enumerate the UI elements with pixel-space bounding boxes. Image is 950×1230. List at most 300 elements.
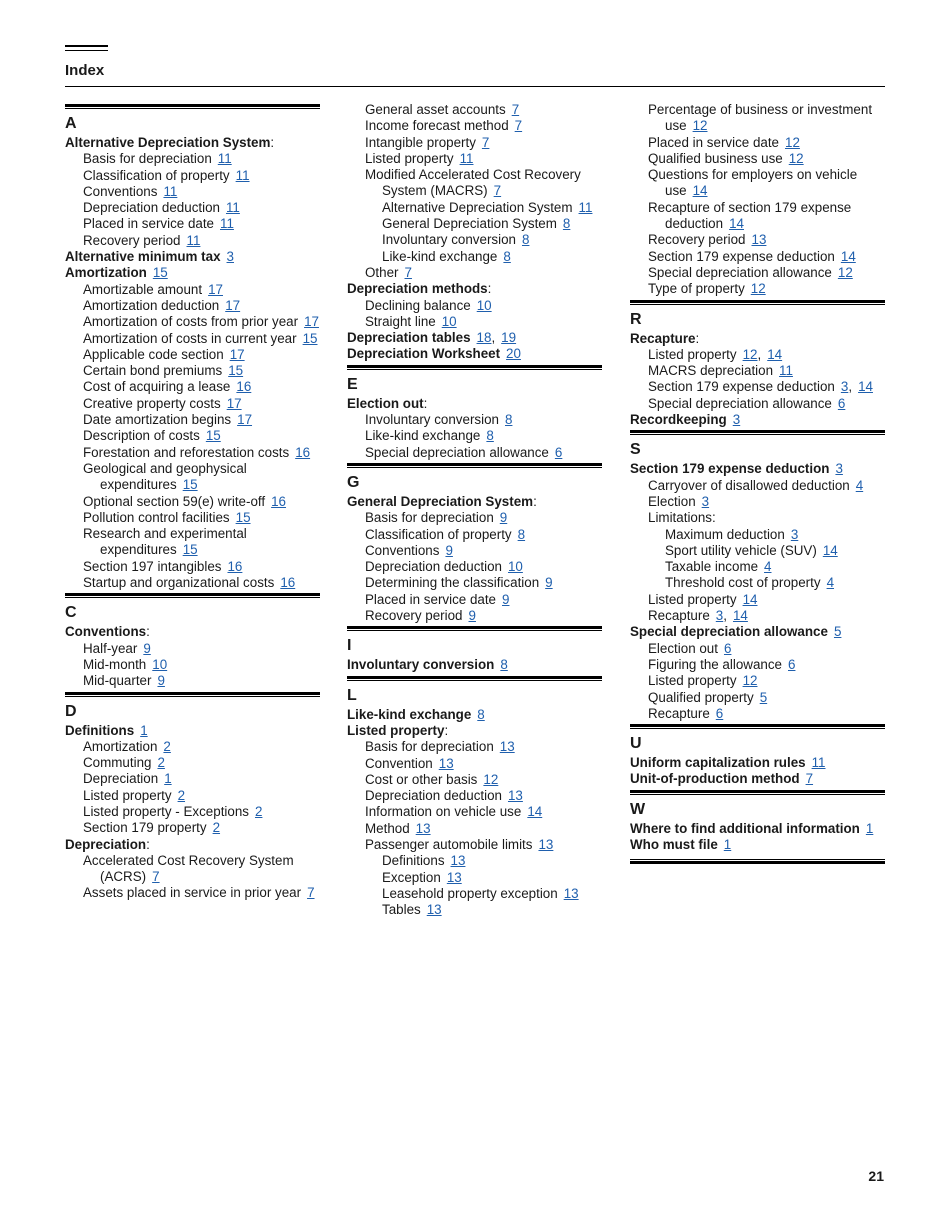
page-link[interactable]: 17 [237,412,253,428]
index-subentry [648,706,885,722]
index-subentry [83,755,320,771]
index-subentry [83,510,320,526]
page-link[interactable]: 13 [415,820,431,836]
index-subentry [648,494,885,510]
index-subentry [83,657,320,673]
page-link[interactable]: 4 [826,575,835,591]
page-link[interactable]: 11 [811,755,826,771]
entry-label: Special depreciation allowance [365,444,549,460]
page-link[interactable]: 20 [506,346,521,362]
page-link[interactable]: 6 [723,640,732,656]
page-link[interactable]: 6 [837,395,846,411]
entry-label: Placed in service date [365,591,497,607]
page-link[interactable]: 2 [157,755,165,771]
entry-label: Basis for depreciation [365,739,494,755]
index-subentry [83,788,320,804]
page-link[interactable]: 3 [835,461,843,477]
page-link[interactable]: 13 [507,788,523,804]
page-link[interactable]: 7 [404,264,412,280]
index-subentry [83,200,320,216]
page-link[interactable]: 13 [499,739,515,755]
page-link[interactable]: 17 [226,395,242,411]
index-subentry [365,314,602,330]
page-link[interactable]: 3 [226,249,234,265]
entry-suffix: : [695,330,700,346]
entry-label: Alternative Depreciation System [382,199,573,215]
index-subentry [365,543,602,559]
entry-label: Conventions [65,624,147,640]
index-subentry [83,804,320,820]
entry-label: Basis for depreciation [365,510,494,526]
entry-label: Amortization deduction [83,297,220,313]
page-link[interactable]: 17 [208,281,223,297]
section-divider [65,104,320,109]
index-subentry [648,379,885,395]
entry-label: Threshold cost of property [665,575,821,591]
page-link[interactable]: 9 [143,640,151,656]
entry-label: Mid-month [83,656,147,672]
entry-label: Alternative Depreciation System [65,135,271,150]
index-subentry [382,216,602,232]
section-letter-d: D [65,702,77,720]
page-link[interactable]: 2 [212,820,221,836]
section-letter-w: W [630,800,646,818]
index-subentry [83,575,320,591]
page-link[interactable]: 12 [483,771,499,787]
entry-suffix: : [533,493,537,509]
index-subentry [83,641,320,657]
index-subentry [83,331,320,347]
page-link[interactable]: 9 [468,608,476,624]
entry-label: Straight line [365,313,436,329]
index-entry [347,657,602,673]
entry-label: Leasehold property exception [382,885,558,901]
page-link[interactable]: 3 [715,608,724,624]
entry-label: Section 197 intangibles [83,558,222,574]
page-link[interactable]: 5 [759,689,768,705]
index-subentry [83,347,320,363]
page-link[interactable]: 11 [459,150,474,166]
page-title: Index [65,62,105,79]
entry-label: Election [648,493,696,509]
index-subentry [83,771,320,787]
entry-label: Income forecast method [365,118,509,134]
entry-label: Listed property [347,722,445,738]
index-subentry [648,167,885,200]
page-link[interactable]: 17 [304,314,319,330]
page-link[interactable]: 7 [481,134,490,150]
page-link[interactable]: 1 [865,820,874,836]
page-link[interactable]: 7 [511,102,520,117]
entry-label: Section 179 expense deduction [648,379,835,395]
page-link[interactable]: 4 [855,477,864,493]
index-subentry [365,102,602,118]
page-link[interactable]: 12 [785,134,800,150]
entry-label: Where to find additional information [630,820,860,836]
entry-label: Passenger automobile limits [365,836,533,852]
page-link[interactable]: 8 [500,657,508,673]
section-divider [347,365,602,370]
index-subentry [648,641,885,657]
entry-label: Like-kind exchange [382,248,498,264]
entry-label: Modified Accelerated Cost Recovery System (MACRS) [365,167,581,199]
page-link[interactable]: 14 [767,346,783,362]
entry-label: Involuntary conversion [365,412,499,428]
page-link[interactable]: 9 [545,575,553,591]
page-link[interactable]: 8 [504,412,513,428]
index-entry [65,723,320,739]
page-link[interactable]: 16 [271,493,287,509]
section-divider [630,790,885,795]
index-subentry [665,527,885,543]
entry-label: Who must file [630,836,718,852]
index-subentry [648,265,885,281]
index-subentry [382,200,602,216]
entry-label: Depreciation [83,771,159,787]
entry-label: Pollution control facilities [83,509,230,525]
page-link[interactable]: 15 [182,542,198,558]
page-link[interactable]: 17 [229,346,245,362]
page-link[interactable]: 13 [563,885,579,901]
entry-label: Recovery period [365,608,463,624]
index-subentry [648,249,885,265]
page-link[interactable]: 10 [507,559,523,575]
entry-label: Recordkeeping [630,412,727,428]
index-subentry [382,853,602,869]
page-link[interactable]: 13 [751,232,767,248]
page-link[interactable]: 15 [205,428,221,444]
page-link[interactable]: 12 [692,118,708,134]
page-link[interactable]: 11 [779,363,793,379]
index-subentry [83,559,320,575]
entry-label: Determining the classification [365,575,540,591]
index-subentry [83,526,320,559]
entry-label: Declining balance [365,297,471,313]
page-link[interactable]: 11 [578,199,593,215]
page-link[interactable]: 12 [837,264,853,280]
page-separator: , [491,330,496,346]
page-link[interactable]: 14 [840,248,856,264]
page-link[interactable]: 11 [220,216,234,232]
page-link[interactable]: 11 [186,232,201,248]
entry-label: Listed property [648,591,737,607]
page-number: 21 [868,1168,884,1184]
page-link[interactable]: 1 [164,771,172,787]
entry-label: Alternative minimum tax [65,249,221,265]
page-link[interactable]: 14 [822,542,838,558]
entry-label: Intangible property [365,134,476,150]
page-link[interactable]: 15 [182,477,198,493]
entry-label: Certain bond premiums [83,363,223,379]
page-link[interactable]: 9 [157,673,165,689]
page-link[interactable]: 8 [503,248,511,264]
index-subentry [648,396,885,412]
page-link[interactable]: 14 [732,608,748,624]
page-link[interactable]: 12 [742,673,758,689]
entry-suffix: : [146,624,150,640]
index-subentry [365,772,602,788]
index-subentry [382,886,602,902]
entry-label: Maximum deduction [665,526,785,542]
page-link[interactable]: 12 [788,150,804,166]
page-link[interactable]: 9 [499,510,508,526]
entry-label: Half-year [83,640,138,656]
index-entry [65,135,320,151]
entry-label: MACRS depreciation [648,363,774,379]
page-link[interactable]: 8 [562,216,571,232]
index-subentry [83,461,320,494]
entry-label: Cost of acquiring a lease [83,379,231,395]
entry-label: Amortization of costs from prior year [83,314,299,330]
page-link[interactable]: 7 [805,771,814,787]
index-subentry [648,363,885,379]
index-subentry [365,821,602,837]
entry-label: Listed property [648,673,737,689]
page-link[interactable]: 11 [217,151,232,167]
entry-label: Assets placed in service in prior year [83,885,302,901]
page-link[interactable]: 10 [476,297,492,313]
entry-label: General Depreciation System [382,216,557,232]
page-link[interactable]: 7 [152,869,160,885]
page-link[interactable]: 14 [527,804,543,820]
entry-label: Like-kind exchange [365,428,481,444]
section-divider [65,593,320,598]
index-subentry [83,673,320,689]
entry-label: Listed property [365,150,454,166]
entry-label: Geological and geophysical expenditures [83,460,247,493]
page-link[interactable]: 3 [790,526,799,542]
index-subentry [365,445,602,461]
page-link[interactable]: 3 [732,412,741,428]
index-entry [65,265,320,281]
entry-label: Accelerated Cost Recovery System (ACRS) [83,852,294,885]
page-link[interactable]: 7 [514,118,523,134]
page-link[interactable]: 14 [729,216,744,232]
page-link[interactable]: 2 [254,803,263,819]
entry-label: Depreciation Worksheet [347,346,501,362]
page-link[interactable]: 1 [723,836,732,852]
index-subentry [365,608,602,624]
index-subentry [365,804,602,820]
index-column-1 [65,102,320,902]
page-separator: , [757,346,762,362]
page-link[interactable]: 2 [163,738,171,754]
page-link[interactable]: 8 [486,428,494,444]
page-link[interactable]: 11 [235,167,250,183]
index-subentry [83,216,320,232]
section-letter-e: E [347,375,358,393]
entry-label: Conventions [365,542,440,558]
page-link[interactable]: 8 [477,706,485,722]
page-link[interactable]: 14 [692,183,708,199]
page-link[interactable]: 10 [441,313,457,329]
index-subentry [665,559,885,575]
index-subentry [83,298,320,314]
entry-label: Amortization of costs in current year [83,330,297,346]
entry-label: Depreciation [65,836,147,852]
page-link[interactable]: 5 [833,624,842,640]
index-subentry [83,168,320,184]
index-subentry [83,412,320,428]
page-link[interactable]: 9 [502,591,510,607]
entry-label: Amortization [83,738,158,754]
page-link[interactable]: 16 [227,558,243,574]
index-subentry [365,527,602,543]
page-link[interactable]: 13 [446,869,462,885]
index-entry [347,494,602,510]
index-subentry [382,902,602,918]
section-divider [630,430,885,435]
entry-label: Information on vehicle use [365,804,522,820]
entry-label: General Depreciation System [347,493,534,509]
index-subentry [365,118,602,134]
page-link[interactable]: 12 [742,346,758,362]
entry-label: Recovery period [648,232,746,248]
entry-label: Special depreciation allowance [648,264,832,280]
entry-label: Special depreciation allowance [630,624,828,640]
index-subentry [83,363,320,379]
entry-label: General asset accounts [365,102,506,117]
index-subentry [365,510,602,526]
entry-label: Depreciation deduction [365,559,502,575]
entry-label: Figuring the allowance [648,656,782,672]
index-subentry [365,298,602,314]
page-link[interactable]: 13 [426,902,442,918]
page-link[interactable]: 7 [307,885,315,901]
index-subentry [83,739,320,755]
entry-label: Special depreciation allowance [648,395,832,411]
page-link[interactable]: 13 [438,755,454,771]
page-link[interactable]: 16 [236,379,252,395]
entry-label: Section 179 expense deduction [630,461,830,477]
entry-label: Listed property - Exceptions [83,803,249,819]
index-entry [630,771,885,787]
entry-label: Recapture [648,608,710,624]
entry-label: Uniform capitalization rules [630,755,806,771]
page-link[interactable]: 6 [554,444,563,460]
entry-label: Election out [347,395,424,411]
page-link[interactable]: 8 [517,526,526,542]
index-subentry [665,575,885,591]
entry-label: Depreciation tables [347,330,471,346]
page-separator: , [723,608,727,624]
page-link[interactable]: 4 [764,559,772,575]
index-subentry [665,543,885,559]
page-link[interactable]: 3 [701,493,710,509]
entry-label: Election out [648,640,718,656]
entry-label: Percentage of business or investment use [648,102,873,134]
entry-label: Basis for depreciation [83,151,212,167]
index-subentry [382,232,602,248]
index-subentry [648,200,885,233]
page-link[interactable]: 8 [521,232,530,248]
entry-label: Classification of property [365,526,512,542]
entry-label: Recapture of section 179 expense deduction [648,199,852,232]
page-link[interactable]: 13 [450,853,466,869]
index-subentry [365,428,602,444]
section-divider [347,626,602,631]
page-link[interactable]: 11 [163,183,178,199]
index-subentry [365,739,602,755]
entry-label: Like-kind exchange [347,706,472,722]
entry-suffix: : [444,722,449,738]
header-bar-ornament [65,45,108,51]
section-letter-u: U [630,735,642,753]
entry-label: Startup and organizational costs [83,575,275,591]
page-link[interactable]: 14 [858,379,873,395]
entry-label: Mid-quarter [83,673,152,689]
page-link[interactable]: 15 [228,363,244,379]
entry-label: Cost or other basis [365,771,478,787]
entry-label: Taxable income [665,559,759,575]
page-link[interactable]: 14 [742,591,758,607]
entry-label: Placed in service date [83,216,215,232]
index-subentry [365,592,602,608]
page-link[interactable]: 3 [840,379,849,395]
section-letter-c: C [65,604,77,622]
index-entry [347,346,602,362]
entry-label: Commuting [83,755,152,771]
index-column-3 [630,102,885,864]
page-link[interactable]: 17 [225,297,241,313]
page-link[interactable]: 16 [280,575,296,591]
entry-label: Tables [382,902,421,918]
page-link[interactable]: 13 [538,836,554,852]
page-link[interactable]: 2 [177,787,186,803]
entry-label: Amortizable amount [83,281,203,297]
entry-label: Definitions [382,853,445,869]
index-subentry [648,592,885,608]
section-divider [347,463,602,468]
page-link[interactable]: 16 [295,444,311,460]
entry-label: Depreciation deduction [83,200,220,216]
entry-label: Forestation and reforestation costs [83,444,290,460]
entry-label: Optional section 59(e) write-off [83,493,266,509]
index-subentry [83,820,320,836]
page-link[interactable]: 15 [235,509,251,525]
page-separator: , [848,379,853,395]
page-link[interactable]: 7 [493,183,502,199]
page-link[interactable]: 12 [750,281,766,297]
entry-label: Listed property [83,787,172,803]
page-link[interactable]: 6 [715,705,724,721]
section-letter-g: G [347,473,360,491]
page-link[interactable]: 1 [140,722,148,738]
entry-label: Classification of property [83,167,230,183]
index-subentry [83,885,320,901]
section-letter-r: R [630,310,642,328]
index-subentry [365,135,602,151]
page-link[interactable]: 15 [152,265,168,281]
page-link[interactable]: 6 [788,656,796,672]
entry-label: Carryover of disallowed deduction [648,477,850,493]
entry-label: Sport utility vehicle (SUV) [665,542,817,558]
index-subentry [382,249,602,265]
section-divider [65,692,320,697]
index-subentry [365,756,602,772]
entry-label: Questions for employers on vehicle use [648,167,858,199]
page-link[interactable]: 11 [225,200,240,216]
page-link[interactable]: 9 [445,542,453,558]
page-link[interactable]: 15 [302,330,318,346]
entry-label: Listed property [648,346,737,362]
page-link[interactable]: 10 [152,656,168,672]
page-link[interactable]: 18 [476,330,492,346]
entry-label: Recapture [648,705,710,721]
index-subentry [83,184,320,200]
entry-label: Placed in service date [648,134,780,150]
page-link[interactable]: 19 [501,330,517,346]
